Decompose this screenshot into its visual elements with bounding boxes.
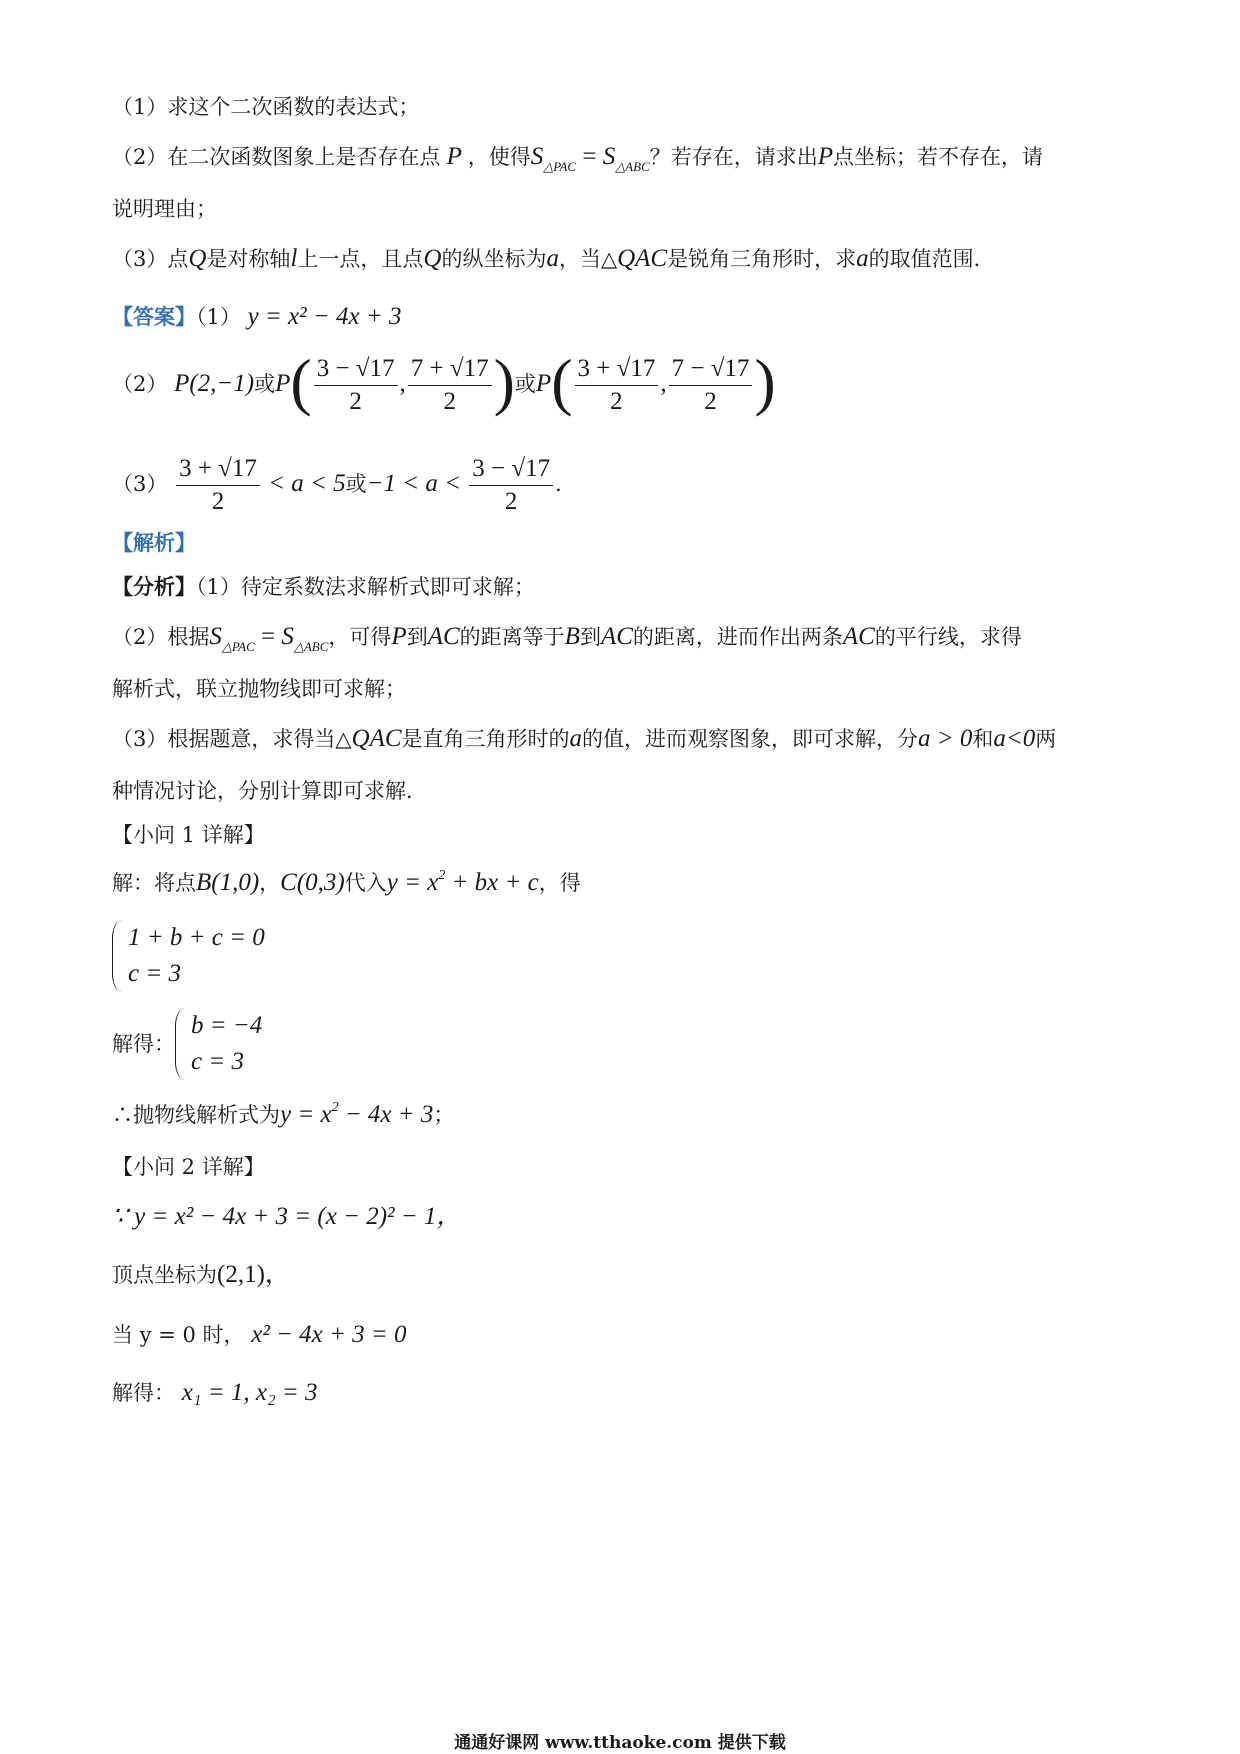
part2-heading: 【小问 2 详解】 — [112, 1155, 265, 1179]
analysis-3: （3）根据题意，求得当△QAC是直角三角形时的a的值，进而观察图象，即可求解，分a > 0和a<0两 — [112, 725, 1057, 752]
answer-3: （3） $\frac{3 + √17}{2}$ < a < 5或−1 < a < $\frac{3 - √17}{2}$ ． — [112, 455, 577, 515]
part1-heading: 【小问 1 详解】 — [112, 823, 265, 847]
analysis-label: 【解析】 — [112, 530, 196, 555]
part1-system-1: 1 + b + c = 0 c = 3 — [112, 920, 265, 992]
part1-solve: 解得： b = −4 c = 3 — [112, 1008, 262, 1080]
analysis-1: 【分析】（1）待定系数法求解析式即可求解； — [112, 574, 535, 599]
analysis-2-cont: 解析式，联立抛物线即可求解； — [112, 677, 406, 701]
part1-line1: 解：将点B(1,0)，C(0,3)代入$y = x^2$ + bx + c，得 — [112, 868, 581, 896]
analysis-3-cont: 种情况讨论，分别计算即可求解． — [112, 779, 427, 803]
part2-line3: 当 y = 0 时， x² − 4x + 3 = 0 — [112, 1321, 407, 1348]
part2-line4: 解得： x₁ = 1, x₂ = 3 — [112, 1379, 318, 1406]
question-2: （2）在二次函数图象上是否存在点 P ，使得$S_{\triangle PAC} = S_{\triangle ABC}$？若存在，请求出P点坐标；若不存在，请 — [112, 143, 1044, 174]
answer-2: （2） P(2,−1)或P( $\frac{3 - √17}{2}$ , $\frac{7 + √17}{2}$ )或P( $\frac{3 + √17}{2}$ , $\frac{7 - √17}{2}$ ) — [112, 345, 776, 417]
part2-line1: ∵ y = x² − 4x + 3 = (x − 2)² − 1， — [112, 1203, 462, 1230]
part1-conclusion: ∴抛物线解析式为$y = x^2 - 4x + 3$； — [112, 1100, 455, 1128]
page-footer: 通通好课网 www.tthaoke.com 提供下载 — [454, 1733, 786, 1753]
part2-line2: 顶点坐标为(2,1)， — [112, 1261, 290, 1288]
question-1: （1）求这个二次函数的表达式； — [112, 95, 420, 119]
question-2-cont: 说明理由； — [112, 197, 217, 221]
analysis-2: （2）根据$S_{\triangle PAC} = S_{\triangle ABC}$，可得P到AC的距离等于B到AC的距离，进而作出两条AC的平行线，求得 — [112, 623, 1022, 654]
question-3: （3）点Q是对称轴l上一点，且点Q的纵坐标为a，当△QAC是锐角三角形时，求a的取值范围． — [112, 245, 995, 272]
answer-1: 【答案】（1） y = x² − 4x + 3 — [112, 303, 402, 330]
